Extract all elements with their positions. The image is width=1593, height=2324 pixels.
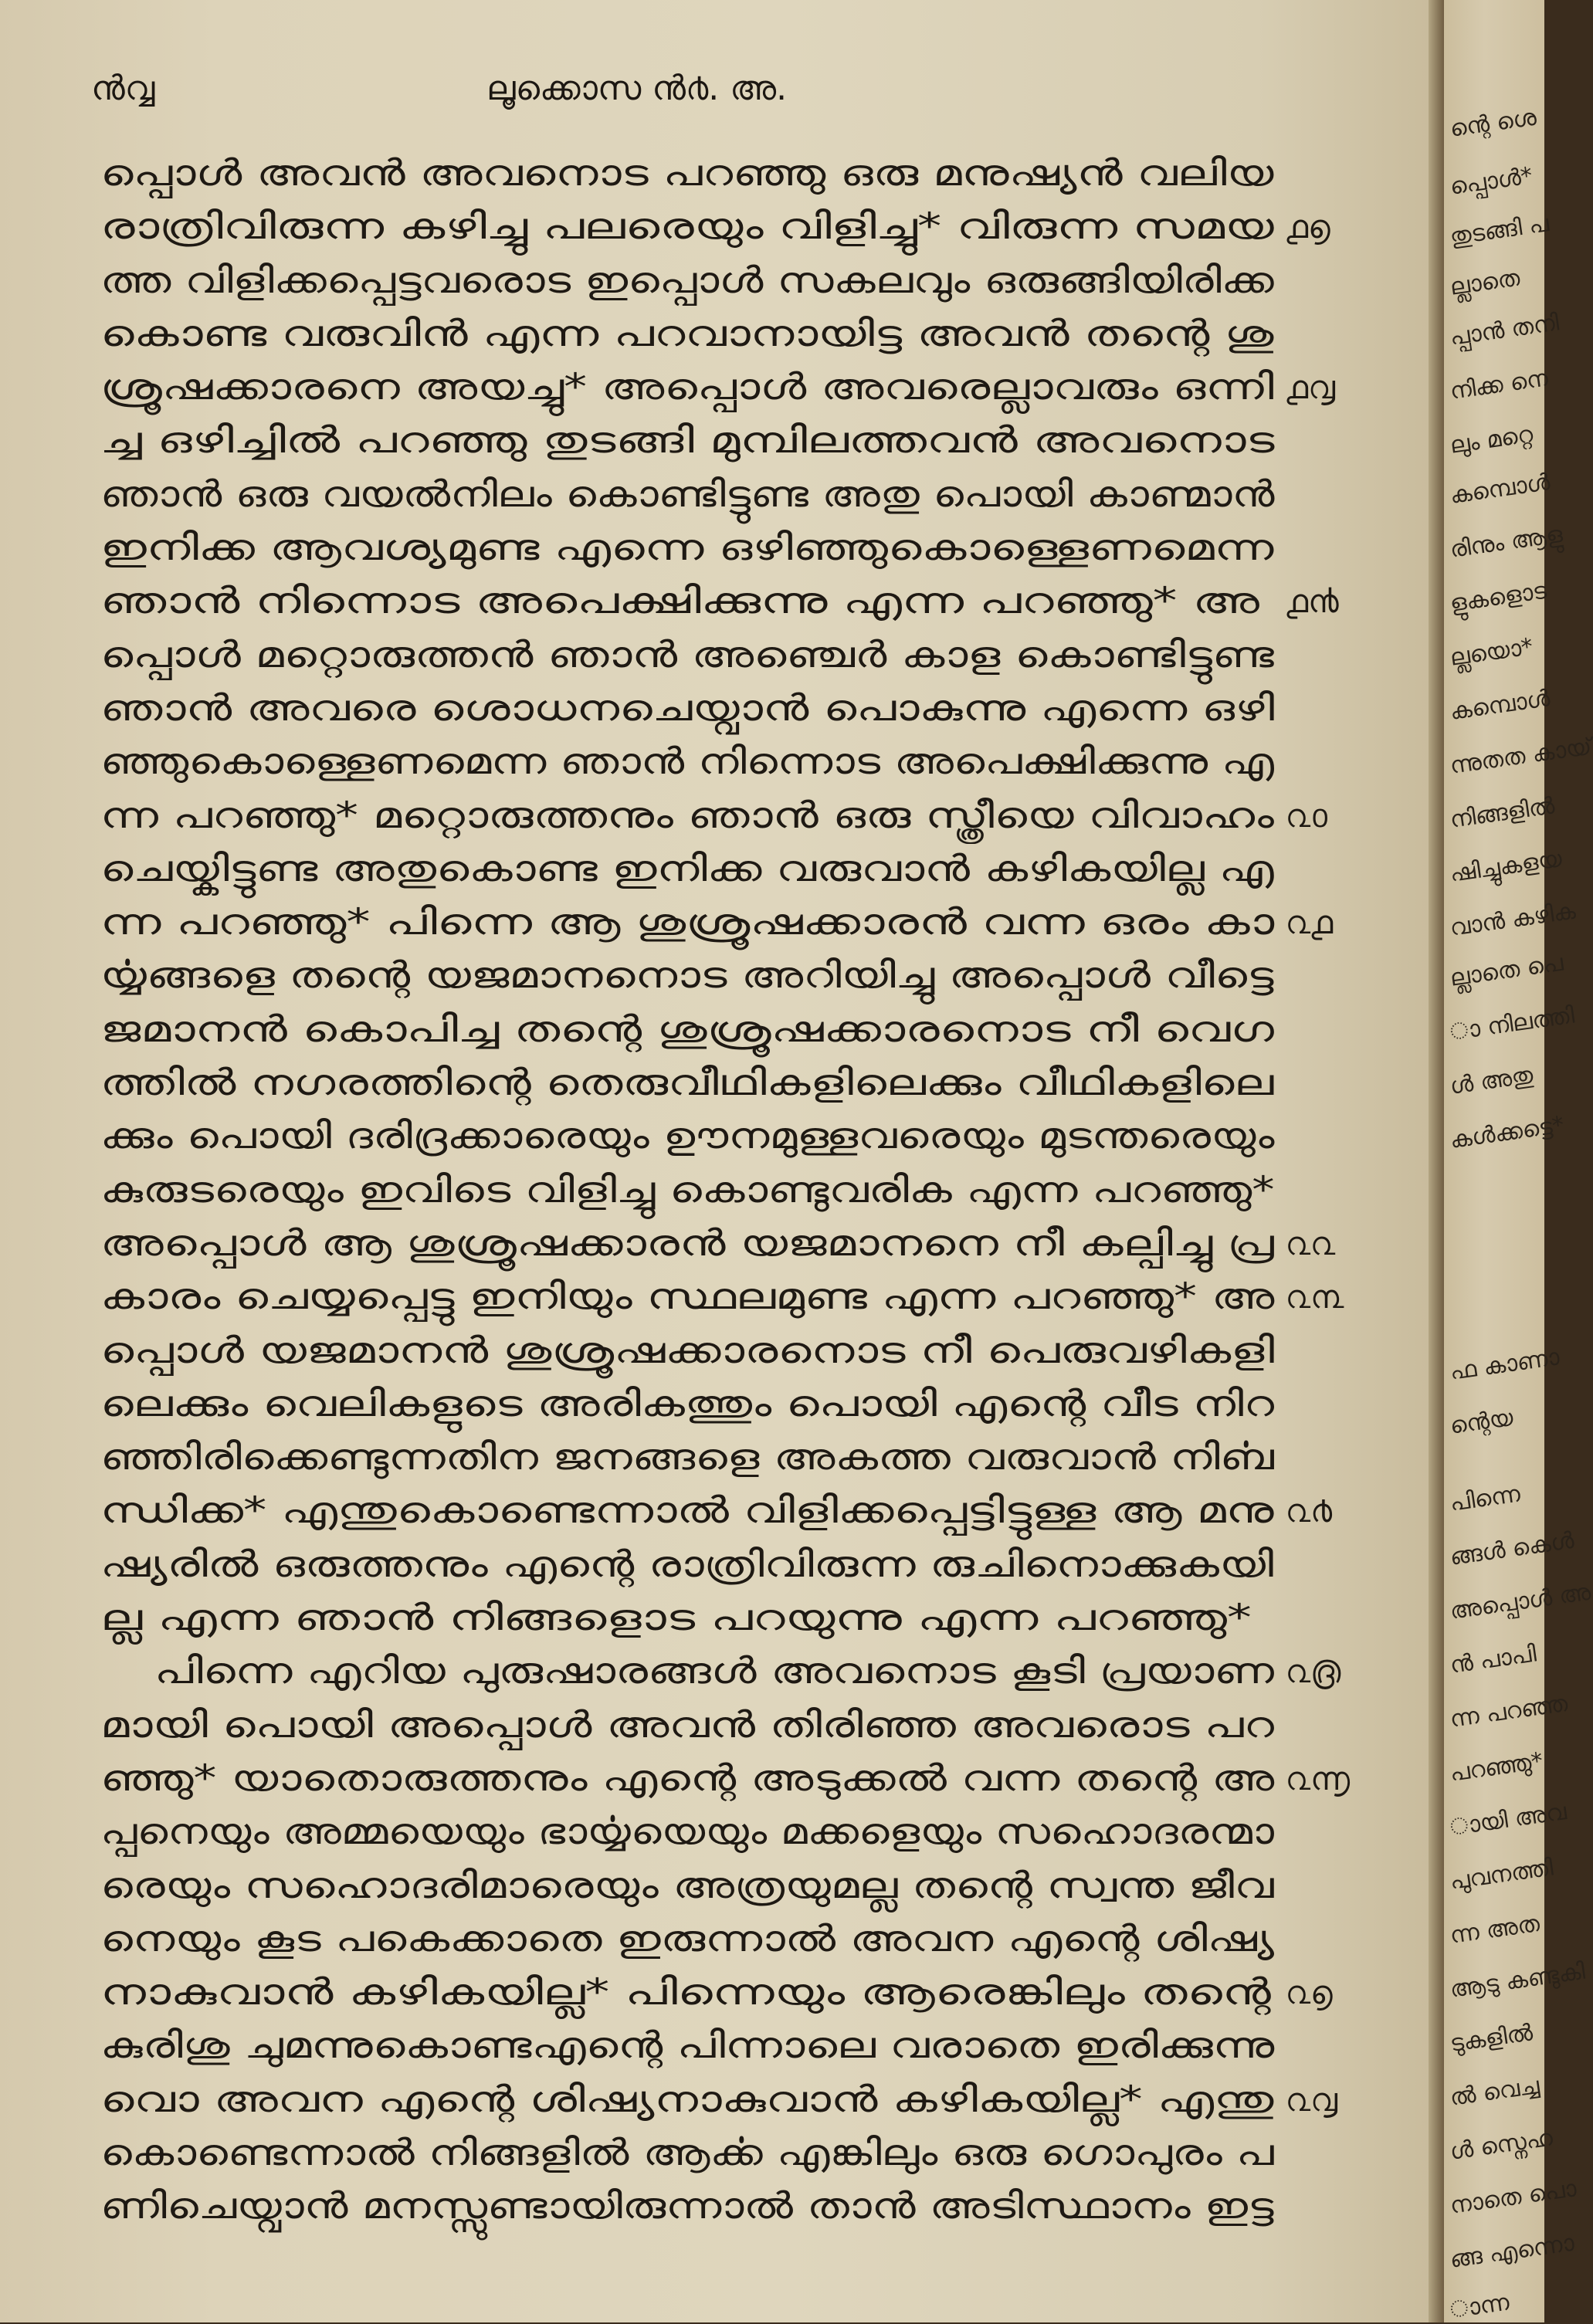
text-line: ത്തിൽ നഗരത്തിന്റെ തെരുവീഥികളിലെക്കും വീഥികളിലെ: [100, 1062, 1274, 1105]
adjacent-page-fragment: ല്ലാതെ പെ: [1448, 949, 1565, 992]
running-title: ലൂക്കൊസ ൻ൪. അ.: [486, 69, 788, 108]
text-line: അപ്പൊൾ ആ ശുശ്രൂഷക്കാരൻ യജമാനനെ നീ കല്പിച്ചു പ്ര: [100, 1221, 1274, 1265]
adjacent-page-fragment: ന്ന പറഞ്ഞ: [1448, 1689, 1570, 1733]
text-line: കൊണ്ട വരുവിൻ എന്ന പറവാനായിട്ട അവൻ തന്റെ ശു: [100, 312, 1274, 355]
adjacent-page-fragment: നിക്ക നെ: [1448, 364, 1550, 405]
verse-number: ൨൦: [1286, 796, 1327, 835]
verse-number: ൨൭: [1286, 1973, 1333, 2012]
text-line: നാകുവാൻ കഴികയില്ല* പിന്നെയും ആരെങ്കിലും തന്റെ: [100, 1971, 1271, 2014]
text-line: ന്ധിക്ക* എന്തുകൊണ്ടെന്നാൽ വിളിക്കപ്പെട്ടിട്ടുള്ള ആ മനു: [100, 1489, 1274, 1533]
verse-number-column: [1286, 147, 1386, 2234]
adjacent-page-fragment: ൽ വെച്ച: [1448, 2072, 1541, 2112]
text-line: പിന്നെ എറിയ പുരുഷാരങ്ങൾ അവനൊട കൂടി പ്രയാണ: [154, 1650, 1274, 1693]
text-line: കുരിശു ചുമന്നുകൊണ്ടഎന്റെ പിന്നാലെ വരാതെ ഇരിക്കുന്നു: [100, 2024, 1275, 2068]
adjacent-page-fragment: ആടു കണ്ടുകി: [1448, 1957, 1587, 2004]
text-line: കുരുടരെയും ഇവിടെ വിളിച്ചു കൊണ്ടുവരിക എന്ന പറഞ്ഞു*: [100, 1168, 1275, 1211]
verse-number: [1286, 1003, 1386, 1056]
adjacent-page-fragment: ങ്ങ എന്നൊ: [1448, 2229, 1576, 2274]
verse-number: [1286, 307, 1386, 361]
text-line: ഷ്യരിൽ ഒരുത്തനും എന്റെ രാത്രിവിരുന്ന രുചിനൊക്കുകയി: [100, 1543, 1274, 1586]
adjacent-page-fragment: ലും മറ്റെ: [1448, 421, 1535, 459]
page-number: ൻവ്വ: [91, 69, 155, 108]
text-line: ഞാൻ അവരെ ശൊധനചെയ്വാൻ പൊകുന്നു എന്നെ ഒഴി: [100, 686, 1275, 730]
text-line: വൊ അവന എന്റെ ശിഷ്യനാകുവാൻ കഴികയില്ല* എന്തു: [100, 2078, 1274, 2121]
verse-number: [1286, 521, 1386, 574]
adjacent-page-fragment: നിങ്ങളിൽ: [1448, 792, 1557, 834]
verse-number: [1286, 1377, 1386, 1431]
verse-number: ൨൫: [1286, 1652, 1341, 1691]
verse-number: ൧൮: [1286, 368, 1336, 407]
adjacent-page-fragment: ന്നുതത കായ്: [1448, 733, 1593, 780]
verse-number: [1286, 1538, 1386, 1591]
adjacent-page-fragment: ൾ സ്നെഹ: [1448, 2124, 1555, 2166]
text-line: ഞ്ഞുകൊള്ളെണമെന്ന ഞാൻ നിന്നൊട അപെക്ഷിക്കുന്നു എ: [100, 740, 1275, 784]
text-line: ഞാൻ നിന്നൊട അപെക്ഷിക്കുന്നു എന്ന പറഞ്ഞു* അ: [100, 580, 1259, 623]
text-line: രാത്രിവിരുന്ന കഴിച്ചു പലരെയും വിളിച്ചു* വിരുന്ന സമയ: [100, 205, 1274, 249]
adjacent-page-fragment: പറഞ്ഞു*: [1448, 1747, 1545, 1787]
body-text: [100, 147, 1274, 2234]
adjacent-page-fragment: ടുകളിൽ: [1448, 2019, 1535, 2058]
text-line: ചെയ്കിട്ടുണ്ട അതുകൊണ്ട ഇനിക്ക വരുവാൻ കഴികയില്ല എ: [100, 847, 1274, 890]
text-line: പ്പൊൾ മറ്റൊരുത്തൻ ഞാൻ അഞ്ചെർ കാള കൊണ്ടിട്ടുണ്ട: [100, 633, 1274, 676]
adjacent-page-fragment: കൾക്കട്ടെ*: [1448, 1111, 1566, 1154]
text-line: ക്കും പൊയി ദരിദ്രക്കാരെയും ഊനമുള്ളവരെയും മുടന്തരെയും: [100, 1115, 1275, 1158]
text-line: ശ്രൂഷക്കാരനെ അയച്ചു* അപ്പൊൾ അവരെല്ലാവരും ഒന്നി: [100, 366, 1274, 409]
text-line: ജമാനൻ കൊപിച്ച തന്റെ ശുശ്രൂഷക്കാരനൊട നീ വെഗ: [100, 1008, 1274, 1051]
verse-number: [1286, 2126, 1386, 2180]
adjacent-page-fragment: ഫ കാണാ: [1448, 1343, 1561, 1386]
verse-number: [1286, 2180, 1386, 2233]
text-line: ന്ന പറഞ്ഞു* മറ്റൊരുത്തനും ഞാൻ ഒരു സ്ത്രീയെ വിവാഹം: [100, 794, 1274, 837]
adjacent-page-fragment: പ്പാൻ തനി: [1448, 309, 1561, 351]
text-line: മായി പൊയി അപ്പൊൾ അവൻ തിരിഞ്ഞ അവരൊട പറ: [100, 1703, 1274, 1746]
verse-number: ൨൪: [1286, 1492, 1333, 1530]
book-gutter: [1429, 0, 1444, 2322]
adjacent-page-fragment: ാ നിലത്തി: [1448, 1001, 1577, 1046]
text-line: ഞാൻ ഒരു വയൽനിലം കൊണ്ടിട്ടുണ്ട അതു പൊയി കാണ്മാൻ: [100, 473, 1275, 516]
text-line: ഇനിക്ക ആവശ്യമുണ്ട എന്നെ ഒഴിഞ്ഞുകൊള്ളെണമെന്ന: [100, 527, 1274, 570]
adjacent-page-fragment: ല്ലയൊ*: [1448, 633, 1535, 672]
text-line: ത്ത വിളിക്കപ്പെട്ടവരൊട ഇപ്പൊൾ സകലവും ഒരുങ്ങിയിരിക്ക: [100, 259, 1274, 302]
verse-number: [1286, 414, 1386, 467]
adjacent-page-fragment: വാൻ കഴിക: [1448, 897, 1578, 942]
verse-number: ൧൭: [1286, 208, 1330, 246]
verse-number: ൨൨: [1286, 1224, 1336, 1262]
text-line: ൎയ്യങ്ങളെ തന്റെ യജമാനനൊട അറിയിച്ചു അപ്പൊൾ വീട്ടെ: [100, 954, 1274, 998]
adjacent-page-fragment: ളുകളൊട: [1448, 577, 1548, 618]
verse-number: [1286, 468, 1386, 521]
text-line: പ്പൊൾ അവൻ അവനൊട പറഞ്ഞു ഒരു മനുഷ്യൻ വലിയ: [100, 152, 1274, 195]
adjacent-page-fragment: ായി അവ: [1448, 1798, 1568, 1841]
text-line: ണിചെയ്വാൻ മനസ്സുണ്ടായിരുന്നാൽ താൻ അടിസ്ഥാനം ഇട്ട: [100, 2185, 1274, 2228]
verse-number: [1286, 1591, 1386, 1645]
verse-number: [1286, 1912, 1386, 1966]
adjacent-page-fragment: തുടങ്ങി പ: [1448, 210, 1551, 251]
verse-number: [1286, 1324, 1386, 1377]
verse-number: [1286, 147, 1386, 200]
verse-number: [1286, 1431, 1386, 1484]
adjacent-page-fragment: പുവനത്തി: [1448, 1854, 1555, 1895]
text-line: ന്ന പറഞ്ഞു* പിന്നെ ആ ശുശ്രൂഷക്കാരൻ വന്ന ഒരം കാ: [100, 901, 1275, 944]
text-line: ച്ച ഒഴിച്ചിൽ പറഞ്ഞു തുടങ്ങി മുമ്പിലത്തവൻ അവനൊട: [100, 419, 1275, 462]
text-line: കൊണ്ടെന്നാൽ നിങ്ങളിൽ ആൎക്ക എങ്കിലും ഒരു ഗൊപുരം പ: [100, 2131, 1274, 2174]
verse-number: [1286, 1805, 1386, 1858]
adjacent-page-fragment: ങ്ങൾ കെൾ: [1448, 1526, 1576, 1571]
verse-number: [1286, 949, 1386, 1002]
verse-number: ൧൯: [1286, 582, 1339, 621]
adjacent-page-fragment: ൻ പാപി: [1448, 1640, 1538, 1679]
adjacent-page-fragment: പിന്നെ: [1448, 1480, 1522, 1517]
adjacent-page-fragment: ന്റെ ശെ: [1448, 103, 1538, 143]
text-line: നെയും കൂട പകെക്കാതെ ഇരുന്നാൽ അവന എന്റെ ശിഷ്യ: [100, 1917, 1275, 1960]
adjacent-page-fragment: കമ്പൊൾ: [1448, 685, 1552, 726]
verse-number: [1286, 1109, 1386, 1163]
verse-number: ൨൩: [1286, 1278, 1344, 1316]
text-line: രെയും സഹൊദരിമാരെയും അത്രയുമല്ല തന്റെ സ്വന്ത ജീവ: [100, 1864, 1274, 1907]
adjacent-page-fragment: ൾ അതു: [1448, 1062, 1535, 1100]
verse-number: ൨൬: [1286, 1759, 1351, 1797]
verse-number: ൨൧: [1286, 903, 1334, 942]
text-line: പ്പൊൾ യജമാനൻ ശുശ്രൂഷക്കാരനൊട നീ പെരുവഴികളി: [100, 1329, 1275, 1372]
adjacent-page-fragment: ന്റെയ: [1448, 1404, 1515, 1440]
verse-number: [1286, 1056, 1386, 1109]
verse-number: [1286, 1699, 1386, 1752]
text-line: ഞ്ഞിരിക്കെണ്ടുന്നതിന ജനങ്ങളെ അകത്ത വരുവാൻ നിൎബ: [100, 1436, 1274, 1479]
adjacent-page-fragment: നാതെ പൊ: [1448, 2175, 1578, 2220]
adjacent-page-fragment: അപ്പൊൾ അ: [1448, 1578, 1593, 1625]
verse-number: [1286, 842, 1386, 896]
verse-number: [1286, 735, 1386, 788]
text-line: കാരം ചെയ്യപ്പെട്ടു ഇനിയും സ്ഥലമുണ്ട എന്ന പറഞ്ഞു* അ: [100, 1275, 1275, 1319]
adjacent-page-fragment: കമ്പൊൾ: [1448, 469, 1552, 510]
adjacent-page-fragment: പ്പൊൾ*: [1448, 162, 1534, 201]
verse-number: [1286, 1164, 1386, 1217]
verse-number: [1286, 628, 1386, 682]
adjacent-page-fragment: രിനും ആളു: [1448, 520, 1564, 564]
verse-number: ൨൮: [1286, 2080, 1338, 2119]
text-line: ഞ്ഞു* യാതൊരുത്തനും എന്റെ അടുക്കൽ വന്ന തന്റെ അ: [100, 1757, 1275, 1800]
verse-number: [1286, 254, 1386, 307]
verse-number: [1286, 682, 1386, 735]
text-line: ലെക്കും വെലികളുടെ അരികത്തും പൊയി എന്റെ വീട നിറ: [100, 1382, 1275, 1425]
verse-number: [1286, 2019, 1386, 2072]
adjacent-page-fragment: ഷിച്ചുകളയ: [1448, 845, 1564, 888]
adjacent-page-fragment: ന്ന അത: [1448, 1909, 1542, 1950]
adjacent-page-fragment: ല്ലാതെ: [1448, 264, 1522, 301]
text-line: പ്പനെയും അമ്മയെയും ഭാൎയ്യയെയും മക്കളെയും സഹൊദരന്മാ: [100, 1811, 1274, 1854]
verse-number: [1286, 1859, 1386, 1912]
adjacent-page-fragment: ാന്ന: [1448, 2288, 1511, 2324]
text-line: ല്ല എന്ന ഞാൻ നിങ്ങളൊട പറയുന്നു എന്ന പറഞ്ഞു*: [100, 1597, 1252, 1640]
